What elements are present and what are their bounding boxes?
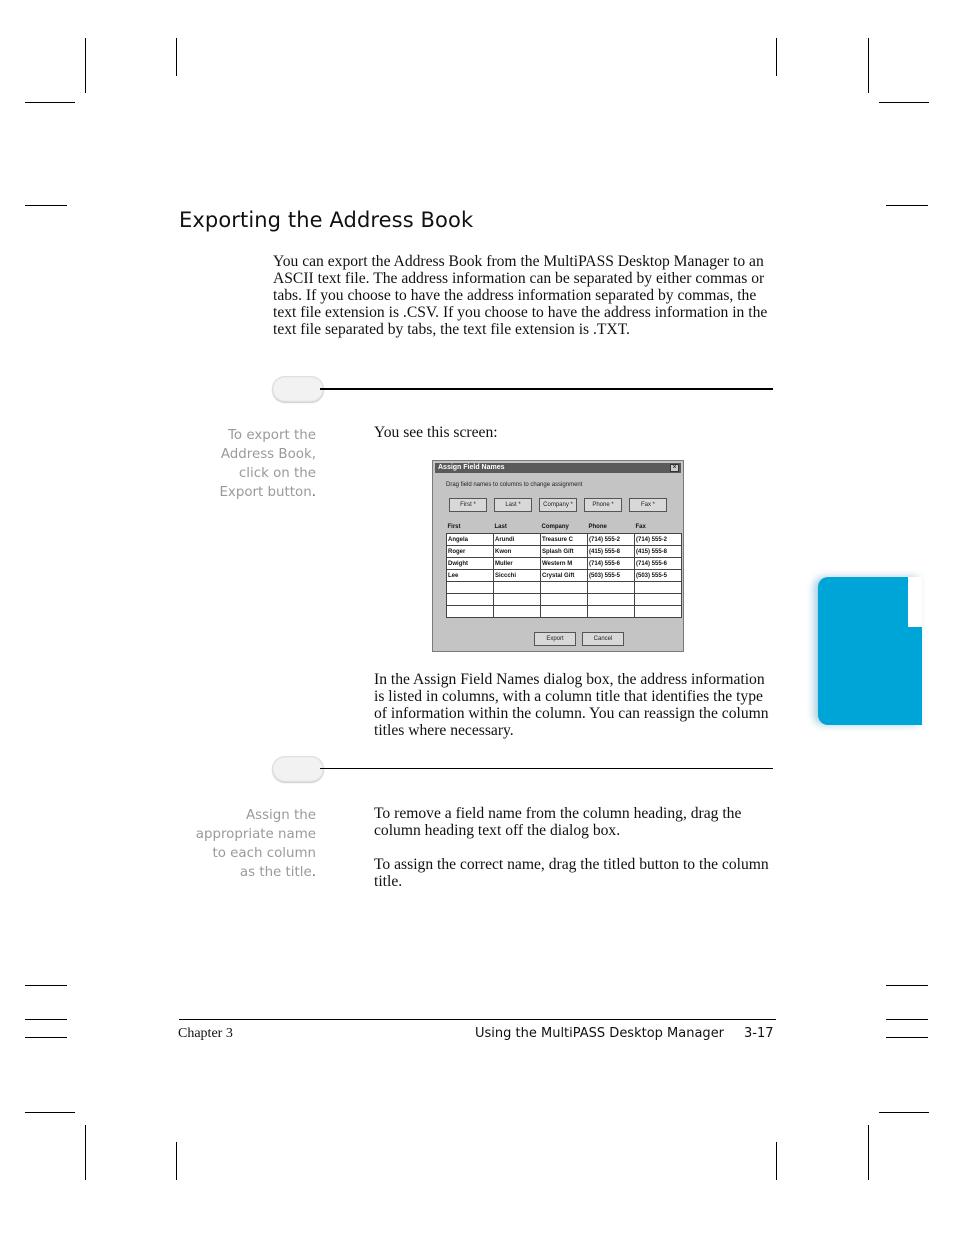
cancel-button[interactable]: Cancel bbox=[582, 632, 624, 646]
crop-mark bbox=[85, 38, 86, 93]
crop-mark bbox=[886, 1019, 928, 1020]
crop-mark bbox=[25, 1112, 75, 1113]
footer-chapter: Chapter 3 bbox=[178, 1026, 233, 1041]
step2-side-note bbox=[176, 806, 316, 882]
export-button[interactable]: Export bbox=[534, 632, 576, 646]
table-cell: (415) 555-8 bbox=[635, 546, 682, 558]
table-cell: Arundi bbox=[494, 534, 541, 546]
table-cell bbox=[447, 606, 494, 618]
step1-after-text: In the Assign Field Names dialog box, the address information is listed in columns, with a column title that identifies the type of information within the column. You can reassign the column titles where necessary. bbox=[374, 671, 769, 740]
crop-mark bbox=[25, 1019, 67, 1020]
table-row bbox=[447, 606, 682, 618]
field-button-first[interactable]: First * bbox=[449, 498, 487, 512]
footer-title: Using the MultiPASS Desktop Manager bbox=[475, 1026, 725, 1041]
table-cell bbox=[541, 582, 588, 594]
table-cell: Kwon bbox=[494, 546, 541, 558]
table-row bbox=[447, 582, 682, 594]
field-button-phone[interactable]: Phone * bbox=[584, 498, 622, 512]
column-heading-last[interactable]: Last bbox=[494, 521, 541, 534]
table-row bbox=[447, 594, 682, 606]
column-heading-fax[interactable]: Fax bbox=[635, 521, 682, 534]
step-marker bbox=[272, 756, 324, 782]
table-cell bbox=[635, 606, 682, 618]
table-cell: Splash Gift bbox=[541, 546, 588, 558]
dialog-titlebar bbox=[435, 463, 681, 473]
table-row bbox=[447, 534, 682, 546]
crop-mark bbox=[886, 985, 928, 986]
table-cell: (714) 555-2 bbox=[635, 534, 682, 546]
footer-page-number: 3-17 bbox=[744, 1026, 774, 1041]
crop-mark bbox=[886, 205, 928, 206]
table-cell: Muller bbox=[494, 558, 541, 570]
table-row bbox=[447, 570, 682, 582]
step1-side-note-text: To export the Address Book, click on the Export button bbox=[219, 428, 316, 500]
table-cell: (714) 555-6 bbox=[635, 558, 682, 570]
table-cell bbox=[588, 594, 635, 606]
address-table bbox=[446, 521, 682, 618]
table-cell bbox=[494, 606, 541, 618]
table-cell: (503) 555-5 bbox=[588, 570, 635, 582]
field-button-fax[interactable]: Fax * bbox=[629, 498, 667, 512]
crop-mark bbox=[25, 205, 67, 206]
table-cell bbox=[447, 594, 494, 606]
table-cell: Crystal Gift bbox=[541, 570, 588, 582]
column-heading-first[interactable]: First bbox=[447, 521, 494, 534]
crop-mark bbox=[879, 1112, 929, 1113]
crop-mark bbox=[776, 1142, 777, 1180]
table-cell bbox=[635, 594, 682, 606]
crop-mark bbox=[879, 102, 929, 103]
step-rule bbox=[320, 388, 773, 390]
dialog-title: Assign Field Names bbox=[438, 464, 505, 471]
table-cell bbox=[494, 582, 541, 594]
footer-rule bbox=[179, 1019, 776, 1020]
table-cell: Western M bbox=[541, 558, 588, 570]
table-cell: Treasure C bbox=[541, 534, 588, 546]
crop-mark bbox=[868, 38, 869, 93]
table-cell: Roger bbox=[447, 546, 494, 558]
table-cell: (714) 555-2 bbox=[588, 534, 635, 546]
crop-mark bbox=[776, 38, 777, 76]
table-cell: (714) 555-6 bbox=[588, 558, 635, 570]
table-cell bbox=[635, 582, 682, 594]
table-cell: (503) 555-5 bbox=[635, 570, 682, 582]
step2-side-note-text: Assign the appropriate name to each column as the title bbox=[195, 808, 316, 880]
dialog-instruction: Drag field names to columns to change assignment bbox=[446, 482, 583, 488]
crop-mark bbox=[886, 1037, 928, 1038]
table-cell bbox=[494, 594, 541, 606]
table-row bbox=[447, 546, 682, 558]
table-cell bbox=[541, 594, 588, 606]
step2-text-2: To assign the correct name, drag the titled button to the column title. bbox=[374, 856, 769, 891]
crop-mark bbox=[85, 1125, 86, 1180]
step1-text: You see this screen: bbox=[374, 424, 498, 441]
page-title: Exporting the Address Book bbox=[179, 208, 474, 232]
crop-mark bbox=[25, 1037, 67, 1038]
table-cell bbox=[447, 582, 494, 594]
thumb-tab-notch bbox=[908, 577, 922, 627]
assign-field-names-dialog bbox=[432, 460, 684, 652]
column-heading-company[interactable]: Company bbox=[541, 521, 588, 534]
table-cell: Angela bbox=[447, 534, 494, 546]
field-button-last[interactable]: Last * bbox=[494, 498, 532, 512]
table-row bbox=[447, 558, 682, 570]
crop-mark bbox=[25, 102, 75, 103]
intro-paragraph: You can export the Address Book from the MultiPASS Desktop Manager to an ASCII text file. The address information can be separated by either commas or tabs. If you choose to have the address information separated by commas, the text file extension is .CSV. If you choose to have the address information in the text file separated by tabs, the text file extension is .TXT. bbox=[273, 253, 768, 339]
close-icon[interactable]: × bbox=[670, 464, 679, 472]
column-heading-phone[interactable]: Phone bbox=[588, 521, 635, 534]
table-cell bbox=[541, 606, 588, 618]
step-marker bbox=[272, 376, 324, 402]
step2-side-note-period: . bbox=[311, 865, 316, 880]
table-cell bbox=[588, 582, 635, 594]
table-cell bbox=[588, 606, 635, 618]
table-cell: Lee bbox=[447, 570, 494, 582]
table-cell: (415) 555-8 bbox=[588, 546, 635, 558]
step1-side-note bbox=[176, 426, 316, 502]
crop-mark bbox=[176, 38, 177, 76]
step-rule bbox=[320, 768, 773, 769]
crop-mark bbox=[176, 1142, 177, 1180]
table-cell: Dwight bbox=[447, 558, 494, 570]
crop-mark bbox=[25, 985, 67, 986]
step1-side-note-period: . bbox=[311, 485, 316, 500]
step2-text-1: To remove a field name from the column heading, drag the column heading text off the dialog box. bbox=[374, 805, 742, 840]
field-button-company[interactable]: Company * bbox=[539, 498, 577, 512]
table-cell: Siccchi bbox=[494, 570, 541, 582]
chapter-thumb-tab bbox=[818, 577, 922, 725]
crop-mark bbox=[868, 1125, 869, 1180]
